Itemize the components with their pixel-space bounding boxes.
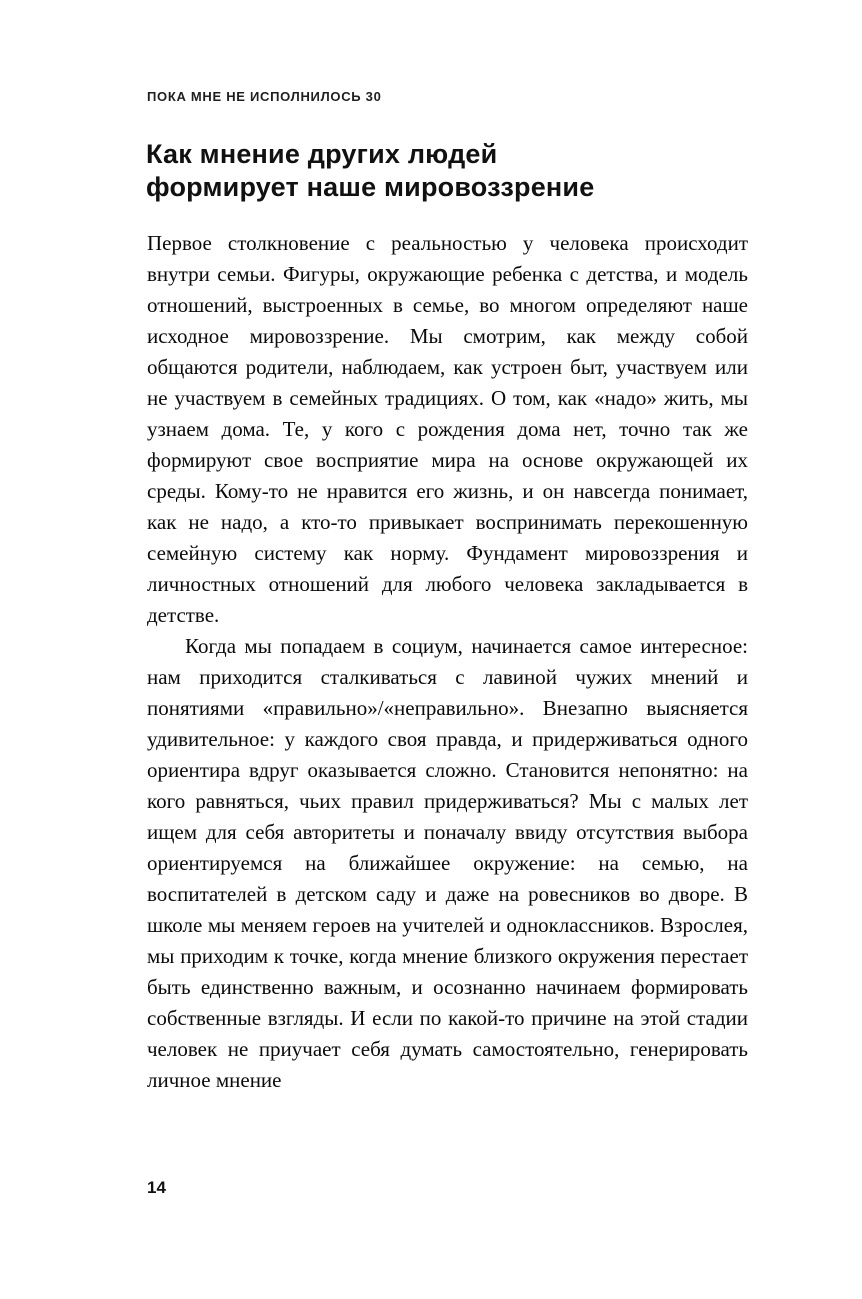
chapter-title-line-1: Как мнение других людей	[146, 139, 498, 169]
body-paragraph-1: Первое столкновение с реальностью у человека происходит внутри семьи. Фигуры, окружающие ребенка с детства, и модель отношений, выстроенных в семье, во многом определяют наше исходное мировоззрение. Мы смотрим, как между собой общаются родители, наблюдаем, как устроен быт, участвуем или не участвуем в семейных традициях. О том, как «надо» жить, мы узнаем дома. Те, у кого с рождения дома нет, точно так же формируют свое восприятие мира на основе окружающей их среды. Кому-то не нравится его жизнь, и он навсегда понимает, как не надо, а кто-то привыкает воспринимать перекошенную семейную систему как норму. Фундамент мировоззрения и личностных отношений для любого человека закладывается в детстве.	[147, 231, 748, 627]
body-paragraph-2: Когда мы попадаем в социум, начинается самое интересное: нам приходится сталкиваться с лавиной чужих мнений и понятиями «правильно»/«неправильно». Внезапно выясняется удивительное: у каждого своя правда, и придерживаться одного ориентира вдруг оказывается сложно. Становится непонятно: на кого равняться, чьих правил придерживаться? Мы с малых лет ищем для себя авторитеты и поначалу ввиду отсутствия выбора ориентируемся на ближайшее окружение: на семью, на воспитателей в детском саду и даже на ровесников во дворе. В школе мы меняем героев на учителей и одноклассников. Взрослея, мы приходим к точке, когда мнение близкого окружения перестает быть единственно важным, и осознанно начинаем формировать собственные взгляды. И если по какой-то причине на этой стадии человек не приучает себя думать самостоятельно, генерировать личное мнение	[147, 634, 748, 1092]
chapter-title-line-2: формирует наше мировоззрение	[146, 172, 595, 202]
body-text	[147, 228, 748, 1096]
chapter-title	[146, 138, 594, 204]
running-head: ПОКА МНЕ НЕ ИСПОЛНИЛОСЬ 30	[147, 89, 382, 104]
page-number: 14	[147, 1178, 166, 1197]
